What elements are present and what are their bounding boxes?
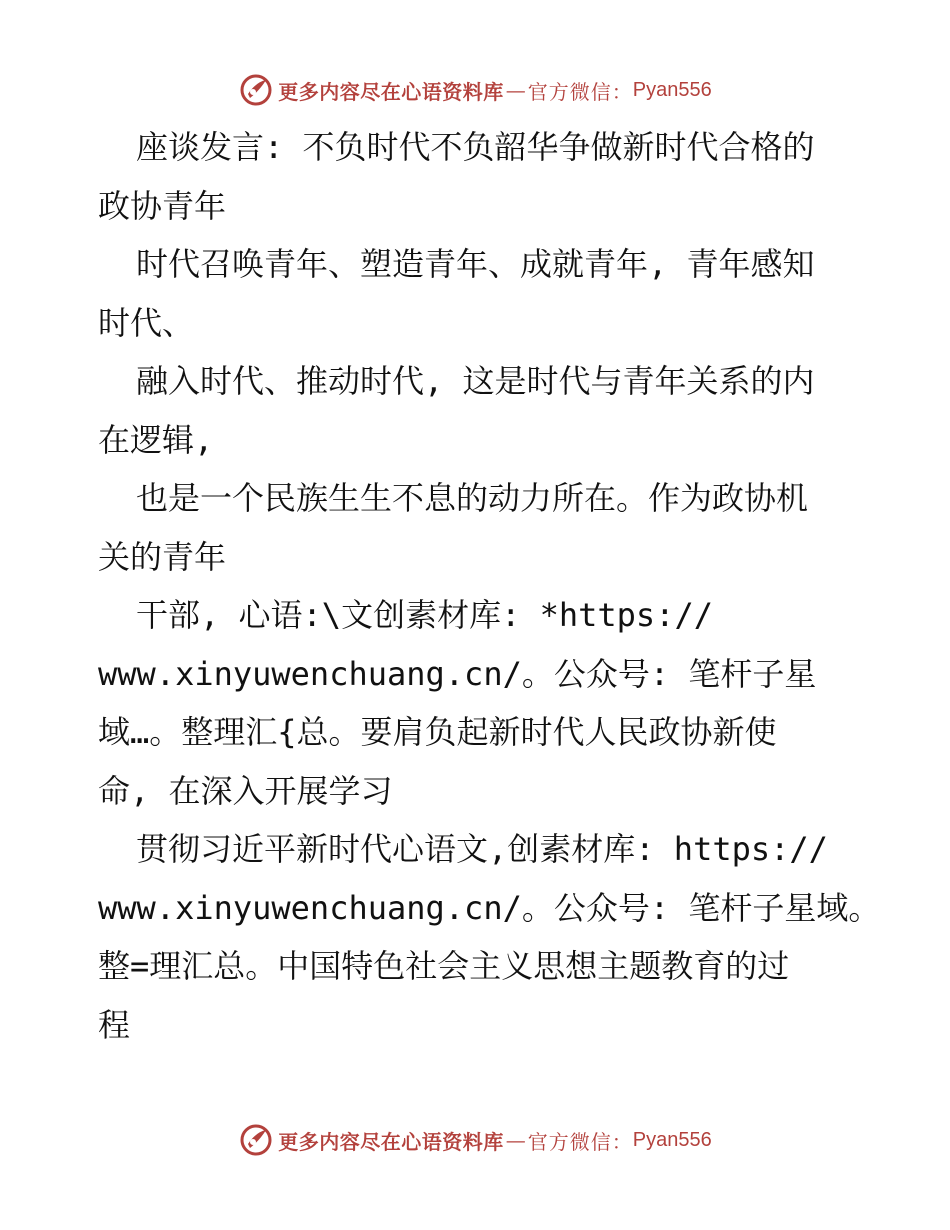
body-line: 在逻辑, bbox=[98, 420, 214, 459]
header-wechat-id: Pyan556 bbox=[632, 78, 712, 101]
body-line: 关的青年 bbox=[98, 537, 227, 576]
body-line: 政协青年 bbox=[98, 186, 227, 225]
body-line: 域…。整理汇{总。要肩负起新时代人民政协新使 bbox=[98, 713, 777, 751]
header-wechat-label: 官方微信： bbox=[527, 79, 633, 104]
footer-banner bbox=[0, 1120, 950, 1160]
pen-logo-icon bbox=[238, 1122, 274, 1158]
body-line: 时代、 bbox=[98, 303, 195, 342]
body-line: 程 bbox=[98, 1005, 131, 1044]
body-line: 贯彻习近平新时代心语文,创素材库: https:// bbox=[136, 830, 828, 868]
body-line: 时代召唤青年、塑造青年、成就青年, 青年感知 bbox=[136, 245, 815, 283]
body-line: 融入时代、推动时代, 这是时代与青年关系的内 bbox=[136, 362, 815, 400]
body-line: 座谈发言: 不负时代不负韶华争做新时代合格的 bbox=[136, 128, 815, 166]
header-site-text: 更多内容尽在心语资料库 bbox=[278, 79, 504, 104]
body-line: www.xinyuwenchuang.cn/。公众号: 笔杆子星域。 bbox=[98, 888, 881, 927]
pen-logo-icon bbox=[238, 72, 274, 108]
document-body bbox=[98, 118, 881, 1054]
body-line: 也是一个民族生生不息的动力所在。作为政协机 bbox=[136, 479, 809, 517]
footer-dash: — bbox=[505, 1128, 526, 1152]
body-line: 干部, 心语:\文创素材库: *https:// bbox=[136, 596, 713, 634]
footer-wechat-label: 官方微信： bbox=[527, 1129, 633, 1154]
footer-site-text: 更多内容尽在心语资料库 bbox=[278, 1129, 504, 1154]
footer-wechat-id: Pyan556 bbox=[632, 1128, 712, 1151]
body-line: 整=理汇总。中国特色社会主义思想主题教育的过 bbox=[98, 947, 790, 985]
header-banner bbox=[0, 70, 950, 110]
body-line: www.xinyuwenchuang.cn/。公众号: 笔杆子星 bbox=[98, 654, 817, 693]
header-dash: — bbox=[505, 78, 526, 102]
body-line: 命, 在深入开展学习 bbox=[98, 771, 393, 810]
